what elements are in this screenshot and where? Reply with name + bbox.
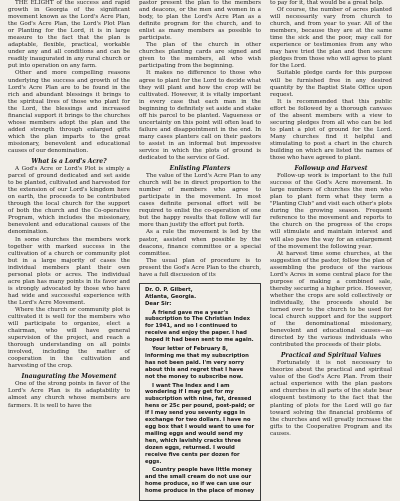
letter-paragraph: A friend gave me a year's subscription to The Christian Index for 1941, and so I continued to receive and enjoy the paper. I had hoped it had been sent to me again. xyxy=(145,309,254,344)
paragraph: Fortunately it is not necessary to theorize about the practical and spiritual value of the God's Acre Plan. From their actual experience with the plan pastors and churches in all parts of the state bear eloquent testimony to the fact that the planting of plots for the Lord will go far toward solving the financial problems of the churches and will greatly increase the gifts to the Cooperative Program and its causes. xyxy=(270,360,392,437)
section-heading: What is a Lord's Acre? xyxy=(31,158,107,166)
paragraph: Suitable pledge cards for this purpose will be furnished free in any desired quantity by the Baptist State Office upon request. xyxy=(270,70,392,98)
paragraph: The value of the Lord's Acre Plan to any church will be in direct proportion to the number of members who agree to participate in the movement. In most cases definite personal effort will be required to enlist the co-operation of one but the happy results that follow will far more than justify the effort put forth. xyxy=(139,173,261,229)
letter-paragraph: Your letter of February 8, informing me that my subscription has not been paid. I'm very sorry about this and regret that I have not the money to subscribe now. xyxy=(145,346,249,380)
paragraph: In some churches the members work together with marked success in the cultivation of a church or community plot but in a large majority of cases the individual members plant their own personal plots or acres. The individual acre plan has many points in its favor and is strongly advocated by those who have had wide and successful experience with the Lord's Acre Movement. xyxy=(8,236,130,306)
section-heading: Practical and Spiritual Values xyxy=(280,352,382,360)
section-heading: Followup and Harvest xyxy=(294,165,368,173)
letter-address-city: Atlanta, Georgia. xyxy=(145,293,197,300)
letter-salutation: Dear Sir: xyxy=(145,300,172,307)
paragraph: One of the strong points in favor of the Lord's Acre Plan is its adaptability to almost any church whose members are farmers. It is well to have the xyxy=(8,381,130,409)
paragraph: Other and more compelling reasons underlying the success and growth of the Lord's Acre Plan are to be found in the rich and abundant blessings it brings to the spiritual lives of those who plant for the Lord, the blessings and increased financial support it brings to the churches whose members adopt the plan and the added strength through enlarged gifts which the plan imparts to the great missionary, benevolent and educational causes of our denomination. xyxy=(8,70,130,154)
letter-address-name: Dr. O. P. Gilbert, xyxy=(145,286,193,293)
paragraph: pastor present the plan to the members and deacons, or the men and women in a body, to plan the Lord's Acre Plan as a definite program for the church, and to enlist as many members as possible to participate. xyxy=(139,0,261,42)
paragraph: Where the church or community plot is cultivated it is well for the members who will participate to organize, elect a chairman, who will have general supervision of the project, and reach a thorough understanding on all points involved, including the matter of cooperation in the cultivation and harvesting of the crop. xyxy=(8,306,130,370)
column-3 xyxy=(270,0,392,438)
paragraph: Of course, the number of acres planted will necessarily vary from church to church, and from year to year. All of the members, because they are at the same time the sick and the poor, may call for experience or testimonies from any who may have tried the plan and then secure pledges from those who will agree to plant for the Lord. xyxy=(270,7,392,70)
paragraph: THE ELIGHT of the success and rapid growth in Georgia of the significant movement known as the Lord's Acre Plan, the God's Acre Plan, the Lord's Plot Plan or Planting for the Lord, it is in large measure to the fact that the plan is adaptable, flexible, practical, workable under any and all conditions and can be readily inaugurated in any rural church or put into operation on any farm. xyxy=(8,0,130,70)
letter-paragraph: Country people have little money and the small cream do not use our home produce, so if we can use our home produce in the place of money xyxy=(145,467,255,495)
paragraph: Follow-up work is important to the full success of the God's Acre movement. In large numbers of churches the men who plan to plant form what they term a "Planting Club" and visit each other's plots during the growing season. Frequent reference to the movement and reports to the church on the progress of the crops will stimulate and maintain interest and will also pave the way for an enlargement of the movement the following year. xyxy=(270,173,393,250)
section-heading: Enlisting Planters xyxy=(169,165,231,173)
paragraph: It is recommended that this public effort be followed by a thorough canvass of the absent members with a view to securing pledges from all who can be led to plant a plot of ground for the Lord. Many churches find it helpful and stimulating to post a chart in the church building on which are listed the names of those who have agreed to plant. xyxy=(270,98,392,162)
column-2 xyxy=(139,0,261,501)
paragraph: It makes no difference to those who agree to plant for the Lord to decide what they will plant and how the crop will be cultivated. However, it is vitally important in every case that each man in the beginning to definitely set aside and stake off his parcel to be planted. Vagueness or uncertainty on this point will often lead to failure and disappointment in the end. In many cases planters call on their pastors to assist in an informal but impressive service in which the plots of ground is dedicated to the service of God. xyxy=(139,70,261,162)
letter-paragraph: I want The Index and I am wondering if I may get for my subscription with nine, fat, dressed hens or 25c per pound, post-paid; or if I may send you seventy eggs in exchange for two dollars. I have no egg box that I would want to use for mailing eggs and would send my hen, which lavishly cracks three dozen eggs, returned. I would receive five cents per dozen for eggs. xyxy=(145,382,255,465)
paragraph: The usual plan of procedure is to present the God's Acre Plan to the church, have a full discussion of its xyxy=(139,257,261,278)
column-1 xyxy=(8,0,130,410)
section-heading: Inaugurating the Movement xyxy=(21,373,117,381)
paragraph: to pay for it, that would be a great help. xyxy=(270,0,384,6)
paragraph: A God's Acre or Lord's Plot is simply a parcel of ground dedicated and set aside to be planted, cultivated and harvested for the extension of our Lord's kingdom here on earth, the proceeds to be contributed through the local church for the support of both the church and the Co-operative Program, which includes the missionary, benevolent and educational causes of the denomination. xyxy=(8,166,130,236)
paragraph: At harvest time some churches, at the suggestion of the pastor, follow the plan of assembling the produce of the various Lord's Acres in some central place for the purpose of making a combined sale, thereby securing a higher price. However, whether the crops are sold collectively or individually, the proceeds should be turned over to the church to be used for local church support and for the support of the denominational missionary, benevolent and educational causes—as directed by the various individuals who contributed the proceeds of their plots. xyxy=(270,250,392,349)
paragraph: As a rule the movement is led by the pastor, assisted when possible by the deacons, finance committee or a special committee. xyxy=(139,229,261,257)
paragraph: The plan of the church in other churches planting cards are signed and given to the members, all who wish participating from the beginning. xyxy=(139,42,261,70)
letter-box xyxy=(139,283,261,501)
